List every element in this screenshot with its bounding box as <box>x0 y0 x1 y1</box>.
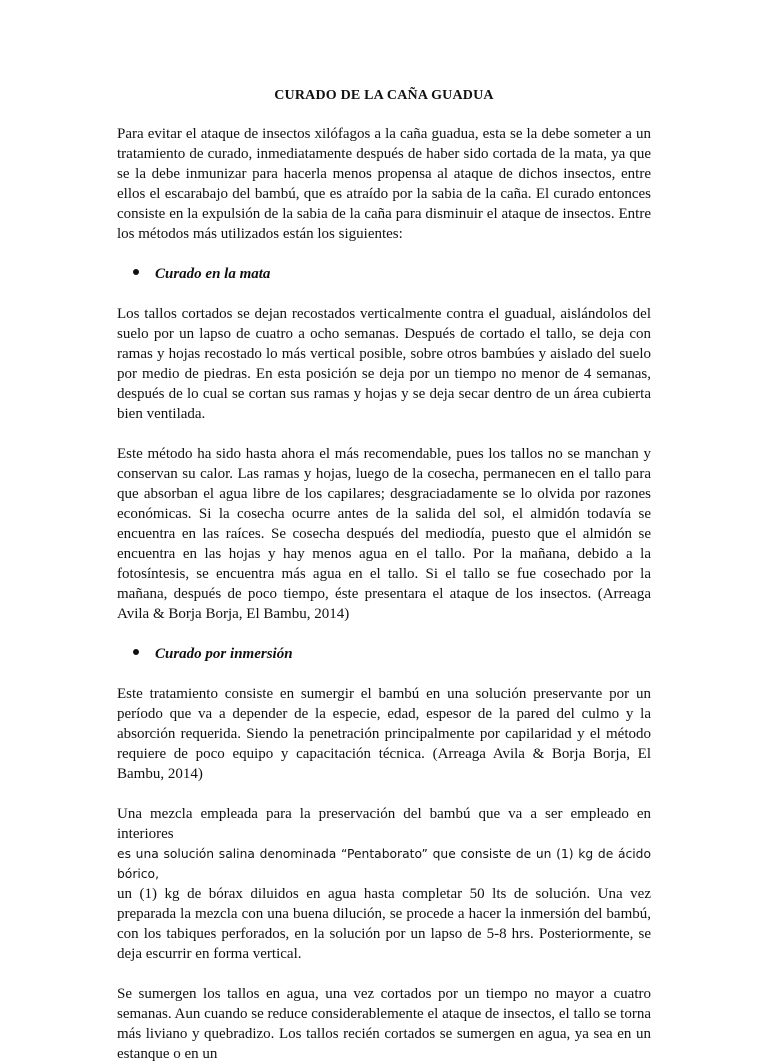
section2-paragraph-1: Este tratamiento consiste en sumergir el bambú en una solución preservante por un período que va a depender de la especie, edad, espesor de la pared del culmo y la absorción requerida. Siendo la penetración principalmente por capilaridad y el método requiere de poco equipo y capacitación técnica. (Arreaga Avila & Borja Borja, El Bambu, 2014) <box>117 686 651 782</box>
spacer <box>117 964 651 984</box>
spacer <box>117 424 651 444</box>
spacer <box>117 624 651 644</box>
intro-paragraph: Para evitar el ataque de insectos xilófagos a la caña guadua, esta se la debe someter a un tratamiento de curado, inmediatamente después de haber sido cortada de la mata, ya que se la debe inmunizar para hacerla menos propensa al ataque de dichos insectos, entre ellos el escarabajo del bambú, que es atraído por la sabia de la caña. El curado entonces consiste en la expulsión de la sabia de la caña para disminuir el ataque de insectos. Entre los métodos más utilizados están los siguientes: <box>117 126 651 242</box>
document-title: CURADO DE LA CAÑA GUADUA <box>274 88 494 103</box>
section-heading-curado-en-la-mata <box>117 264 651 284</box>
section2-paragraph-2-rest: un (1) kg de bórax diluidos en agua hasta completar 50 lts de solución. Una vez preparada la mezcla con una buena dilución, se procede a hacer la inmersión del bambú, con los tabiques perforados, en la solución por un lapso de 5-8 hrs. Posteriormente, se deja escurrir en forma vertical. <box>117 886 651 962</box>
bullet-icon <box>133 269 139 275</box>
section1-paragraph-1: Los tallos cortados se dejan recostados verticalmente contra el guadual, aislándolos del suelo por un lapso de cuatro a ocho semanas. Después de cortado el tallo, se deja con ramas y hojas recostado lo más vertical posible, sobre otros bambúes y aislado del suelo por medio de piedras. En esta posición se deja por un tiempo no menor de 4 semanas, después de lo cual se cortan sus ramas y hojas y se deja secar dentro de un área cubierta bien ventilada. <box>117 306 651 422</box>
spacer <box>117 244 651 264</box>
section2-paragraph-2-line-2: es una solución salina denominada “Pentaborato” que consiste de un (1) kg de ácido bórico, <box>117 847 651 881</box>
section-heading-label: Curado en la mata <box>155 266 271 282</box>
spacer <box>117 664 651 684</box>
section2-paragraph-2-line-1: Una mezcla empleada para la preservación del bambú que va a ser empleado en interiores <box>117 806 651 842</box>
spacer <box>117 784 651 804</box>
section2-paragraph-3: Se sumergen los tallos en agua, una vez cortados por un tiempo no mayor a cuatro semanas. Aun cuando se reduce considerablemente el ataque de insectos, el tallo se torna más liviano y quebradizo. Los tallos recién cortados se sumergen en agua, ya sea en un estanque o en un <box>117 986 651 1062</box>
section1-paragraph-2: Este método ha sido hasta ahora el más recomendable, pues los tallos no se manchan y conservan su calor. Las ramas y hojas, luego de la cosecha, permanecen en el tallo para que absorban el agua libre de los capilares; desgraciadamente se lo olvida por razones económicas. Si la cosecha ocurre antes de la salida del sol, el almidón todavía se encuentra en las raíces. Se cosecha después del mediodía, puesto que el almidón se encuentra en las hojas y hay menos agua en el tallo. Por la mañana, debido a la fotosíntesis, se encuentra más agua en el tallo. Si el tallo se fue cosechado por la mañana, después de poco tiempo, éste presentara el ataque de los insectos. (Arreaga Avila & Borja Borja, El Bambu, 2014) <box>117 446 651 622</box>
bullet-icon <box>133 649 139 655</box>
spacer <box>117 284 651 304</box>
section2-paragraph-2 <box>117 804 651 964</box>
document-body <box>117 124 651 1064</box>
section-heading-curado-por-inmersion <box>117 644 651 664</box>
section-heading-label: Curado por inmersión <box>155 646 293 662</box>
